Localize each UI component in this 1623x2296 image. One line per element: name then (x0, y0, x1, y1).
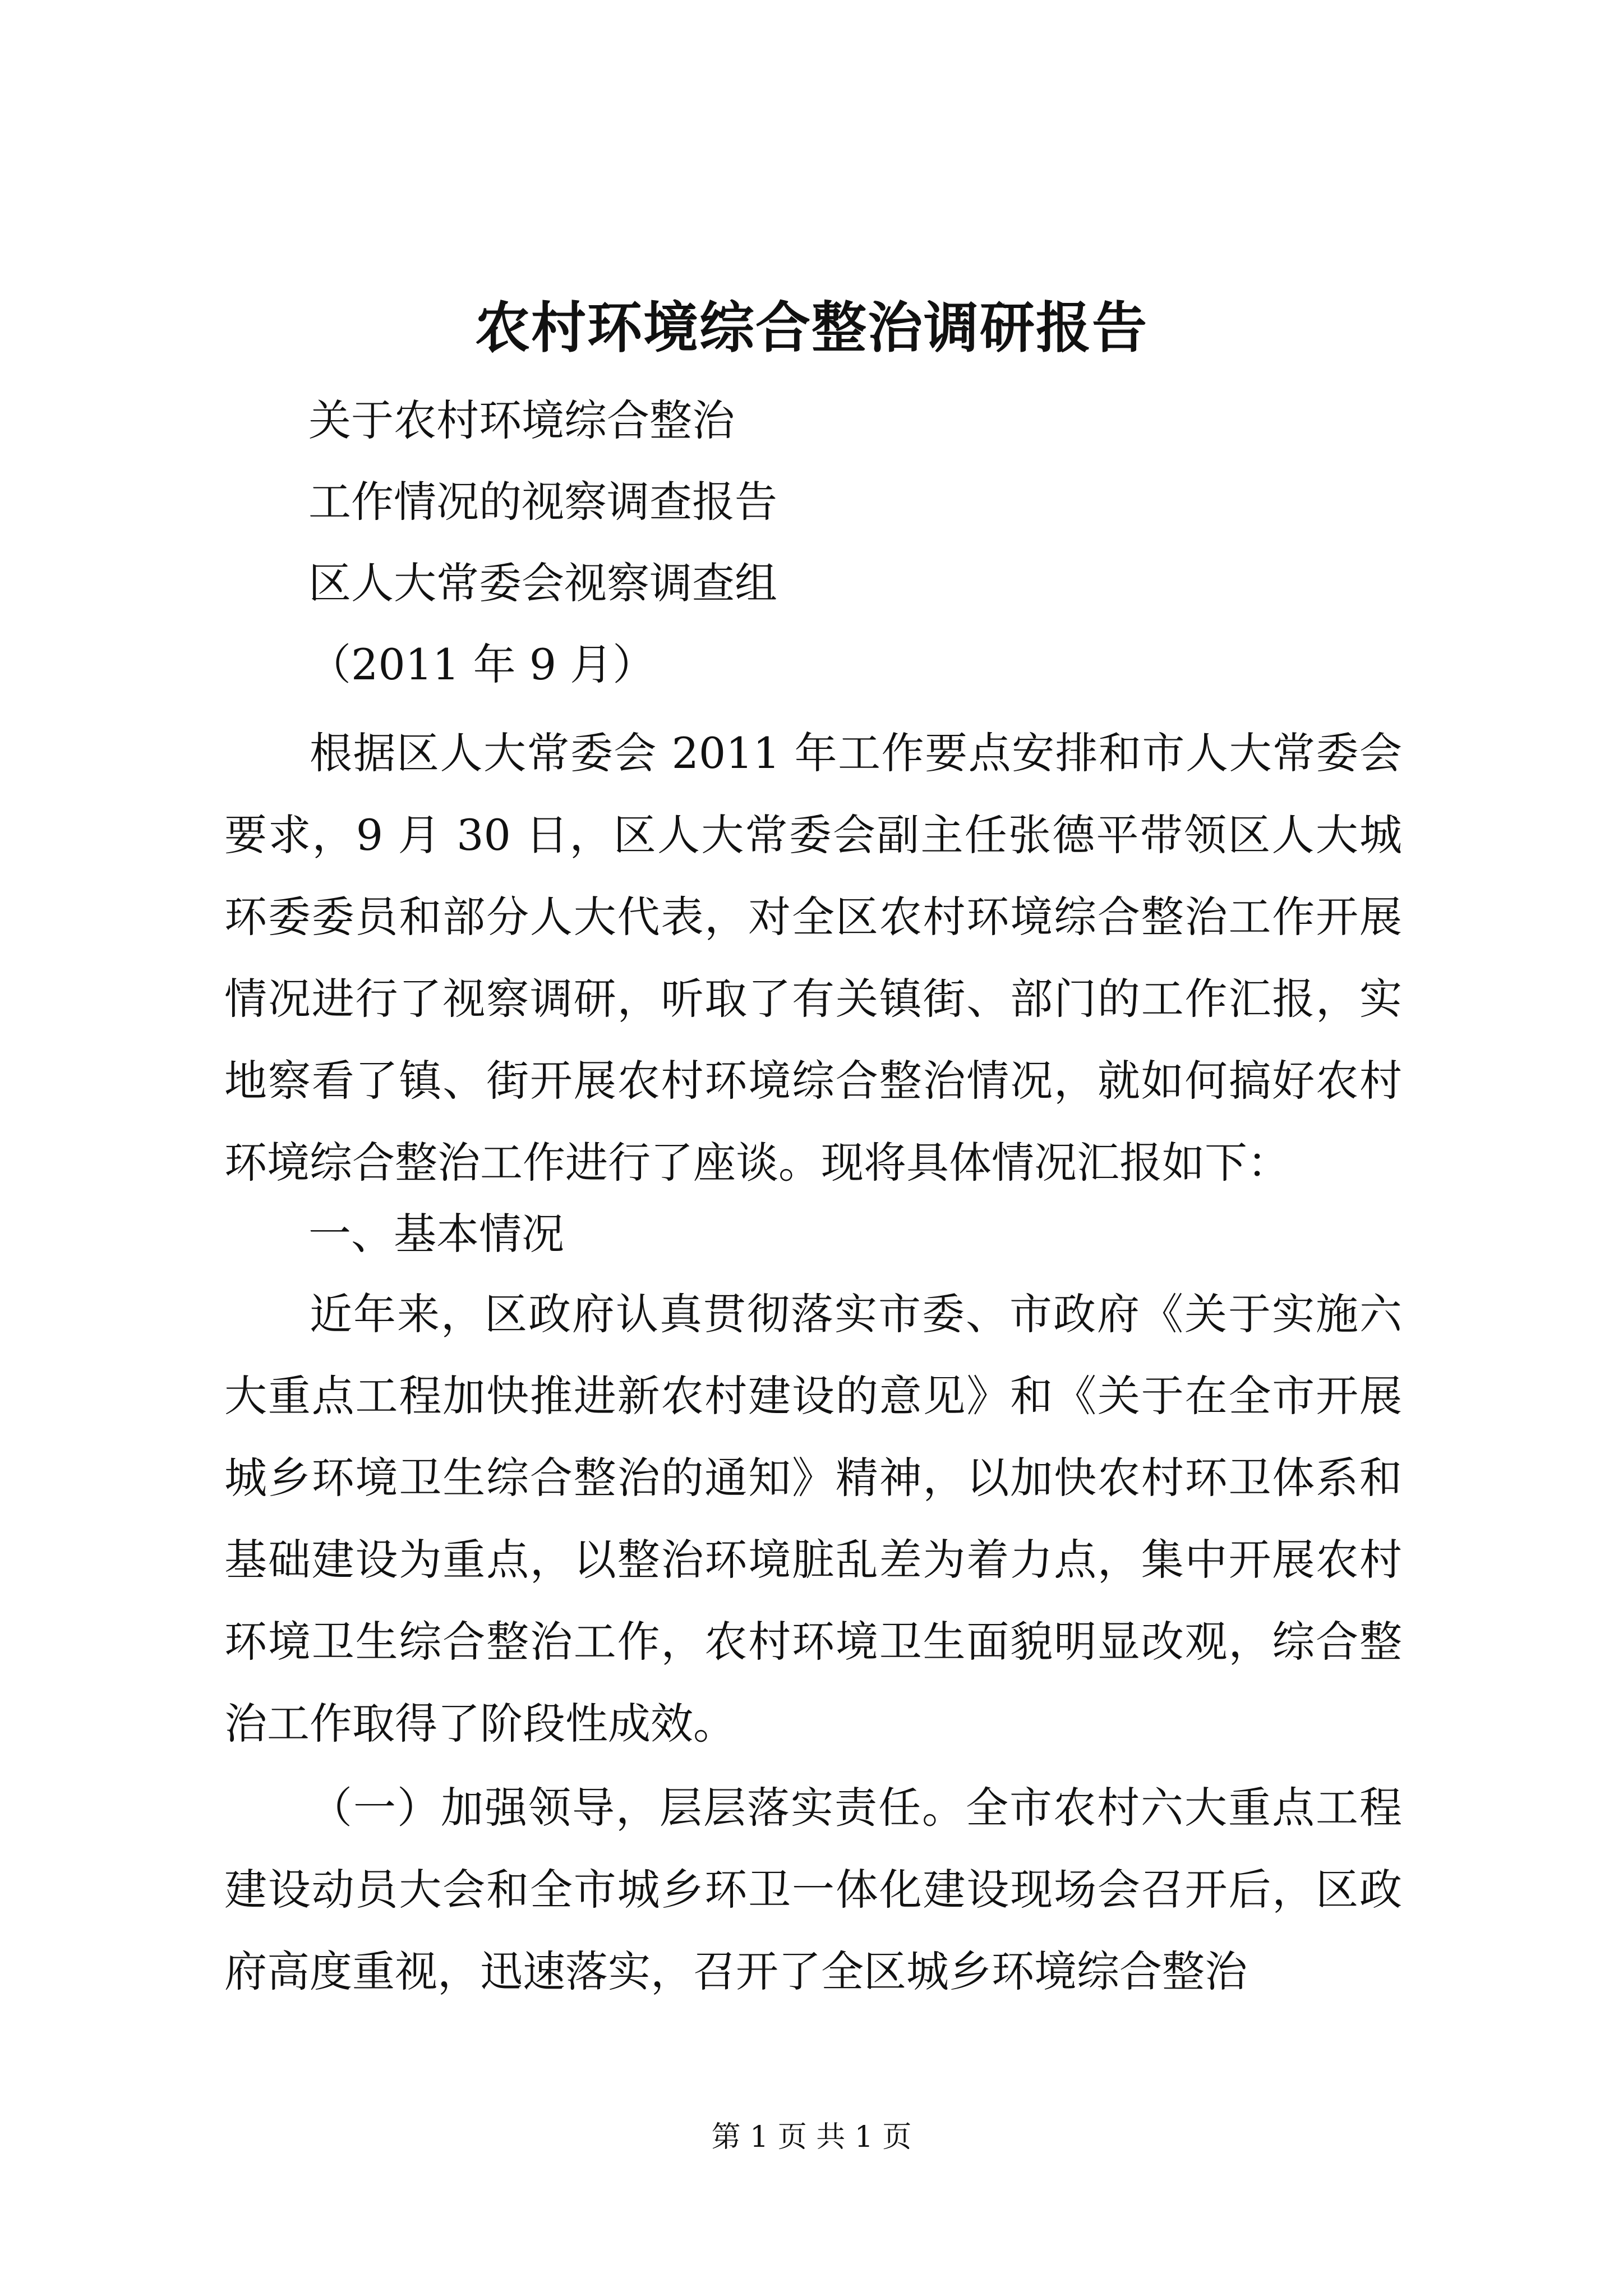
paragraph-first-item-text: （一）加强领导，层层落实责任。全市农村六大重点工程建设动员大会和全市城乡环卫一体化建设现场会召开后，区政府高度重视，迅速落实，召开了全区城乡环境综合整治 (224, 1783, 1402, 1996)
paragraph-basic-text: 近年来，区政府认真贯彻落实市委、市政府《关于实施六大重点工程加快推进新农村建设的意见》和《关于在全市开展城乡环境卫生综合整治的通知》精神，以加快农村环卫体系和基础建设为重点，以整治环境脏乱差为着力点，集中开展农村环境卫生综合整治工作，农村环境卫生面貌明显改观，综合整治工作取得了阶段性成效。 (224, 1289, 1402, 1749)
paragraph-first-item (224, 1767, 1402, 2013)
header-line-subject: 关于农村环境综合整治 (308, 395, 735, 445)
paragraph-intro-text: 根据区人大常委会 2011 年工作要点安排和市人大常委会要求，9 月 30 日，区人大常委会副主任张德平带领区人大城环委委员和部分人大代表，对全区农村环境综合整治工作开展情况进行了视察调研，听取了有关镇街、部门的工作汇报，实地察看了镇、街开展农村环境综合整治情况，就如何搞好农村环境综合整治工作进行了座谈。现将具体情况汇报如下： (224, 728, 1402, 1188)
header-line-date: （2011 年 9 月） (308, 639, 656, 689)
header-line-author: 区人大常委会视察调查组 (308, 558, 777, 608)
paragraph-intro (224, 712, 1402, 1204)
document-title: 农村环境综合整治调研报告 (474, 296, 1148, 360)
header-line-report-type: 工作情况的视察调查报告 (308, 477, 777, 527)
paragraph-basic (224, 1273, 1402, 1765)
page-footer: 第 1 页 共 1 页 (711, 2120, 912, 2154)
section-heading-basic: 一、基本情况 (308, 1209, 564, 1259)
